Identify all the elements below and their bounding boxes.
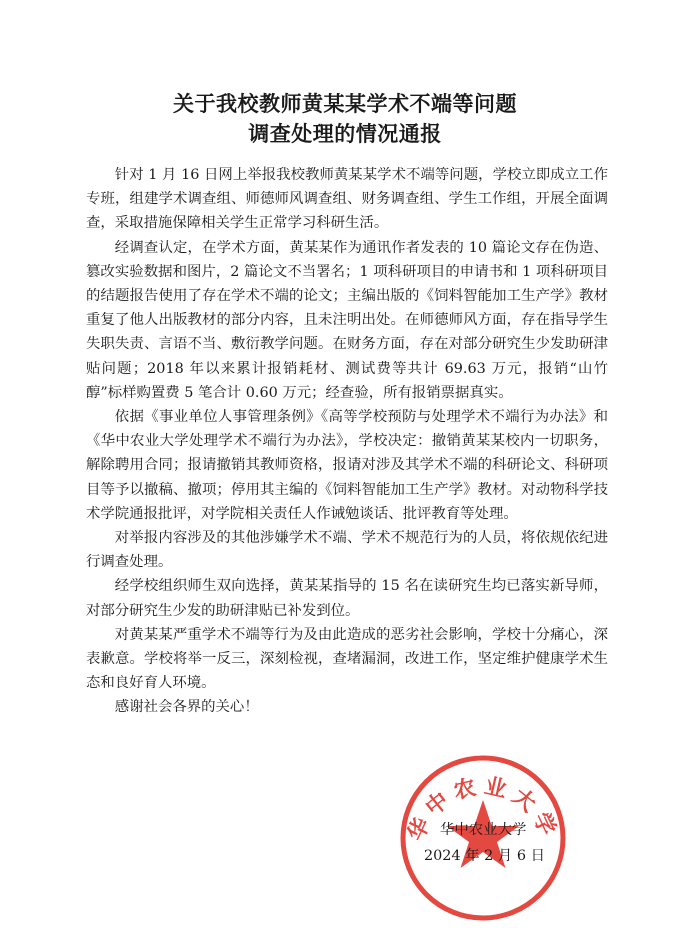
signature-date: 2024 年 2 月 6 日	[424, 848, 545, 864]
paragraph-2: 经调查认定，在学术方面，黄某某作为通讯作者发表的 10 篇论文存在伪造、篡改实验数据和图片，2 篇论文不当署名；1 项科研项目的申请书和 1 项科研项目的结题报告使用了存在学术不端的论文；主编出版的《饲料智能加工生产学》教材重复了他人出版教材的部分内容，且未注明出处。在师德师风方面，存在指导学生失职失责、言语不当、敷衍教学问题。在财务方面，存在对部分研究生少发助研津贴问题；2018 年以来累计报销耗材、测试费等共计 69.63 万元，报销“山竹醇”标样购置费 5 笔合计 0.60 万元；经查验，所有报销票据真实。	[86, 239, 608, 401]
paragraph-4: 对举报内容涉及的其他涉嫌学术不端、学术不规范行为的人员，将依规依纪进行调查处理。	[86, 530, 608, 571]
paragraph-3: 依据《事业单位人事管理条例》《高等学校预防与处理学术不端行为办法》和《华中农业大学处理学术不端行为办法》，学校决定：撤销黄某某校内一切职务，解除聘用合同；报请撤销其教师资格，报请对涉及其学术不端的科研论文、科研项目等予以撤稿、撤项；停用其主编的《饲料智能加工生产学》教材。对动物科学技术学院通报批评，对学院相关责任人作诫勉谈话、批评教育等处理。	[86, 409, 608, 522]
paragraph-6: 对黄某某严重学术不端等行为及由此造成的恶劣社会影响，学校十分痛心，深表歉意。学校将举一反三，深刻检视，查堵漏洞，改进工作，坚定维护健康学术生态和良好育人环境。	[86, 626, 608, 692]
document-title-line1: 关于我校教师黄某某学术不端等问题	[173, 91, 517, 116]
paragraph-5: 经学校组织师生双向选择，黄某某指导的 15 名在读研究生均已落实新导师，对部分研究生少发的助研津贴已补发到位。	[86, 578, 608, 619]
document-title-line2: 调查处理的情况通报	[248, 121, 442, 146]
signature-organization: 华中农业大学	[440, 822, 527, 838]
document-body	[86, 163, 608, 720]
paragraph-7: 感谢社会各界的关心！	[114, 699, 259, 716]
seal-text: 华中农业大学	[403, 773, 563, 845]
paragraph-1: 针对 1 月 16 日网上举报我校教师黄某某学术不端等问题，学校立即成立工作专班，组建学术调查组、师德师风调查组、财务调查组、学生工作组，开展全面调查，采取措施保障相关学生正常学习科研生活。	[86, 167, 608, 232]
